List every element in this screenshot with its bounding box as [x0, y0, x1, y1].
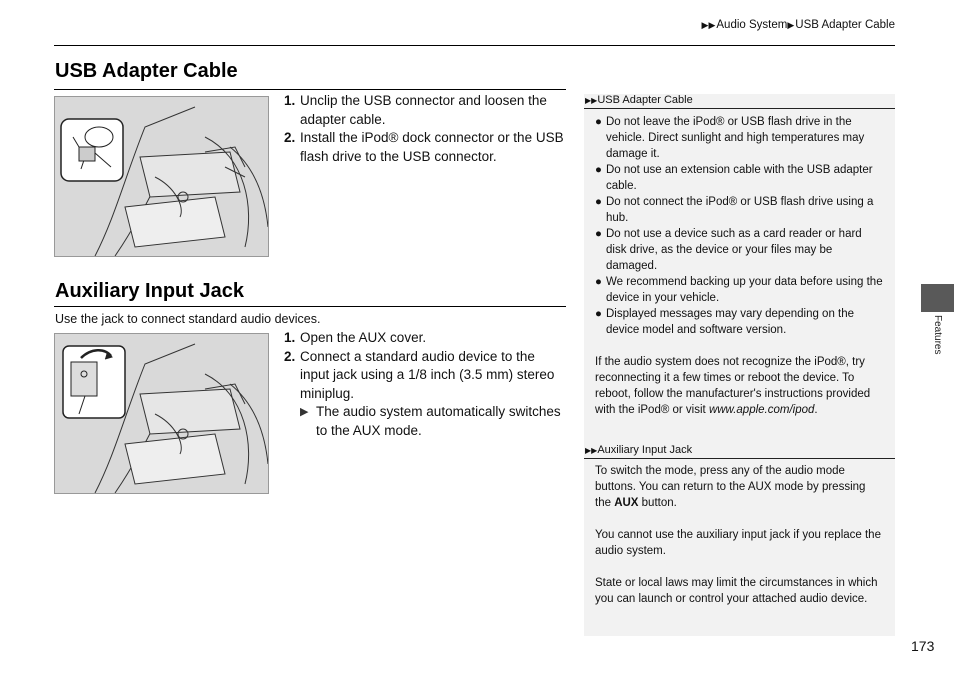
bullet-text: We recommend backing up your data before using the device in your vehicle. [606, 276, 883, 304]
breadcrumb [702, 19, 895, 31]
bullet-list [584, 114, 895, 338]
chapter-tab-label: Features [932, 315, 943, 355]
step-text: Unclip the USB connector and loosen the adapter cable. [300, 93, 547, 127]
step-text: Open the AUX cover. [300, 330, 427, 345]
bullet-item [595, 306, 883, 338]
section-title-aux: Auxiliary Input Jack [55, 280, 244, 302]
bullet-icon: ● [595, 164, 602, 176]
double-arrow-icon: ▶▶ [585, 446, 598, 455]
bullet-icon: ● [595, 308, 602, 320]
bullet-text: Displayed messages may vary depending on the device model and software version. [606, 308, 855, 336]
bullet-text: Do not use an extension cable with the USB adapter cable. [606, 164, 873, 192]
aux-steps [284, 329, 566, 440]
aux-button-label: AUX [614, 497, 639, 509]
bullet-icon: ● [595, 276, 602, 288]
sidebar-heading-text: USB Adapter Cable [597, 94, 693, 106]
sidebar-aux-notes [584, 444, 895, 636]
bullet-text: Do not use a device such as a card reader or hard disk drive, as the device or your files may be damaged. [606, 228, 862, 272]
step-item [284, 348, 566, 404]
step-item [284, 92, 566, 129]
chapter-tab [921, 284, 954, 312]
sidebar-heading [584, 444, 895, 459]
sidebar-paragraph: You cannot use the auxiliary input jack if you replace the audio system. [595, 529, 881, 557]
usb-steps [284, 92, 566, 166]
bullet-text: Do not leave the iPod® or USB flash drive in the vehicle. Direct sunlight and high temperatures may damage it. [606, 116, 865, 160]
header-rule [54, 45, 895, 46]
aux-intro: Use the jack to connect standard audio devices. [55, 312, 321, 326]
step-result [284, 403, 566, 440]
console-aux-drawing [55, 334, 268, 493]
bullet-icon: ● [595, 116, 602, 128]
step-number: 1. [284, 330, 296, 345]
double-arrow-icon: ▶▶ [585, 96, 598, 105]
step-number: 2. [284, 130, 296, 145]
usb-illustration [54, 96, 269, 257]
step-item [284, 129, 566, 166]
bullet-item [595, 114, 883, 162]
bullet-text: Do not connect the iPod® or USB flash drive using a hub. [606, 196, 874, 224]
aux-illustration [54, 333, 269, 494]
double-arrow-icon: ▶▶ [701, 20, 716, 30]
section-rule [54, 306, 566, 307]
sidebar-paragraph: To switch the mode, press any of the audio mode buttons. You can return to the AUX mode by pressing the AUX button. [595, 465, 866, 509]
bullet-item [595, 226, 883, 274]
bullet-item [595, 194, 883, 226]
sidebar-note: If the audio system does not recognize the iPod®, try reconnecting it a few times or reboot the device. To reboot, follow the manufacturer's instructions provided with the iPod® or visit www.apple.com/ipod. [595, 356, 871, 416]
breadcrumb-item: USB Adapter Cable [795, 19, 895, 31]
step-number: 2. [284, 348, 296, 364]
bullet-icon: ● [595, 196, 602, 208]
sidebar-heading [584, 94, 895, 109]
apple-url: www.apple.com/ipod [708, 404, 815, 416]
step-text: Install the iPod® dock connector or the USB flash drive to the USB connector. [300, 130, 564, 164]
bullet-item [595, 274, 883, 306]
arrow-icon: ▶ [300, 406, 309, 418]
section-title-usb: USB Adapter Cable [55, 60, 238, 82]
sidebar-paragraph: State or local laws may limit the circumstances in which you can launch or control your attached audio device. [595, 577, 878, 605]
bullet-icon: ● [595, 228, 602, 240]
page-number: 173 [911, 638, 935, 654]
sidebar-heading-text: Auxiliary Input Jack [597, 444, 693, 456]
step-number: 1. [284, 93, 296, 108]
step-text: Connect a standard audio device to the input jack using a 1/8 inch (3.5 mm) stereo miniplug. [300, 348, 555, 401]
bullet-item [595, 162, 883, 194]
breadcrumb-item: Audio System [716, 19, 788, 31]
step-result-text: The audio system automatically switches to the AUX mode. [316, 404, 561, 438]
step-item [284, 329, 566, 348]
console-usb-drawing [55, 97, 268, 256]
sidebar-usb-notes [584, 94, 895, 448]
section-rule [54, 89, 566, 90]
arrow-icon: ▶ [787, 20, 795, 30]
